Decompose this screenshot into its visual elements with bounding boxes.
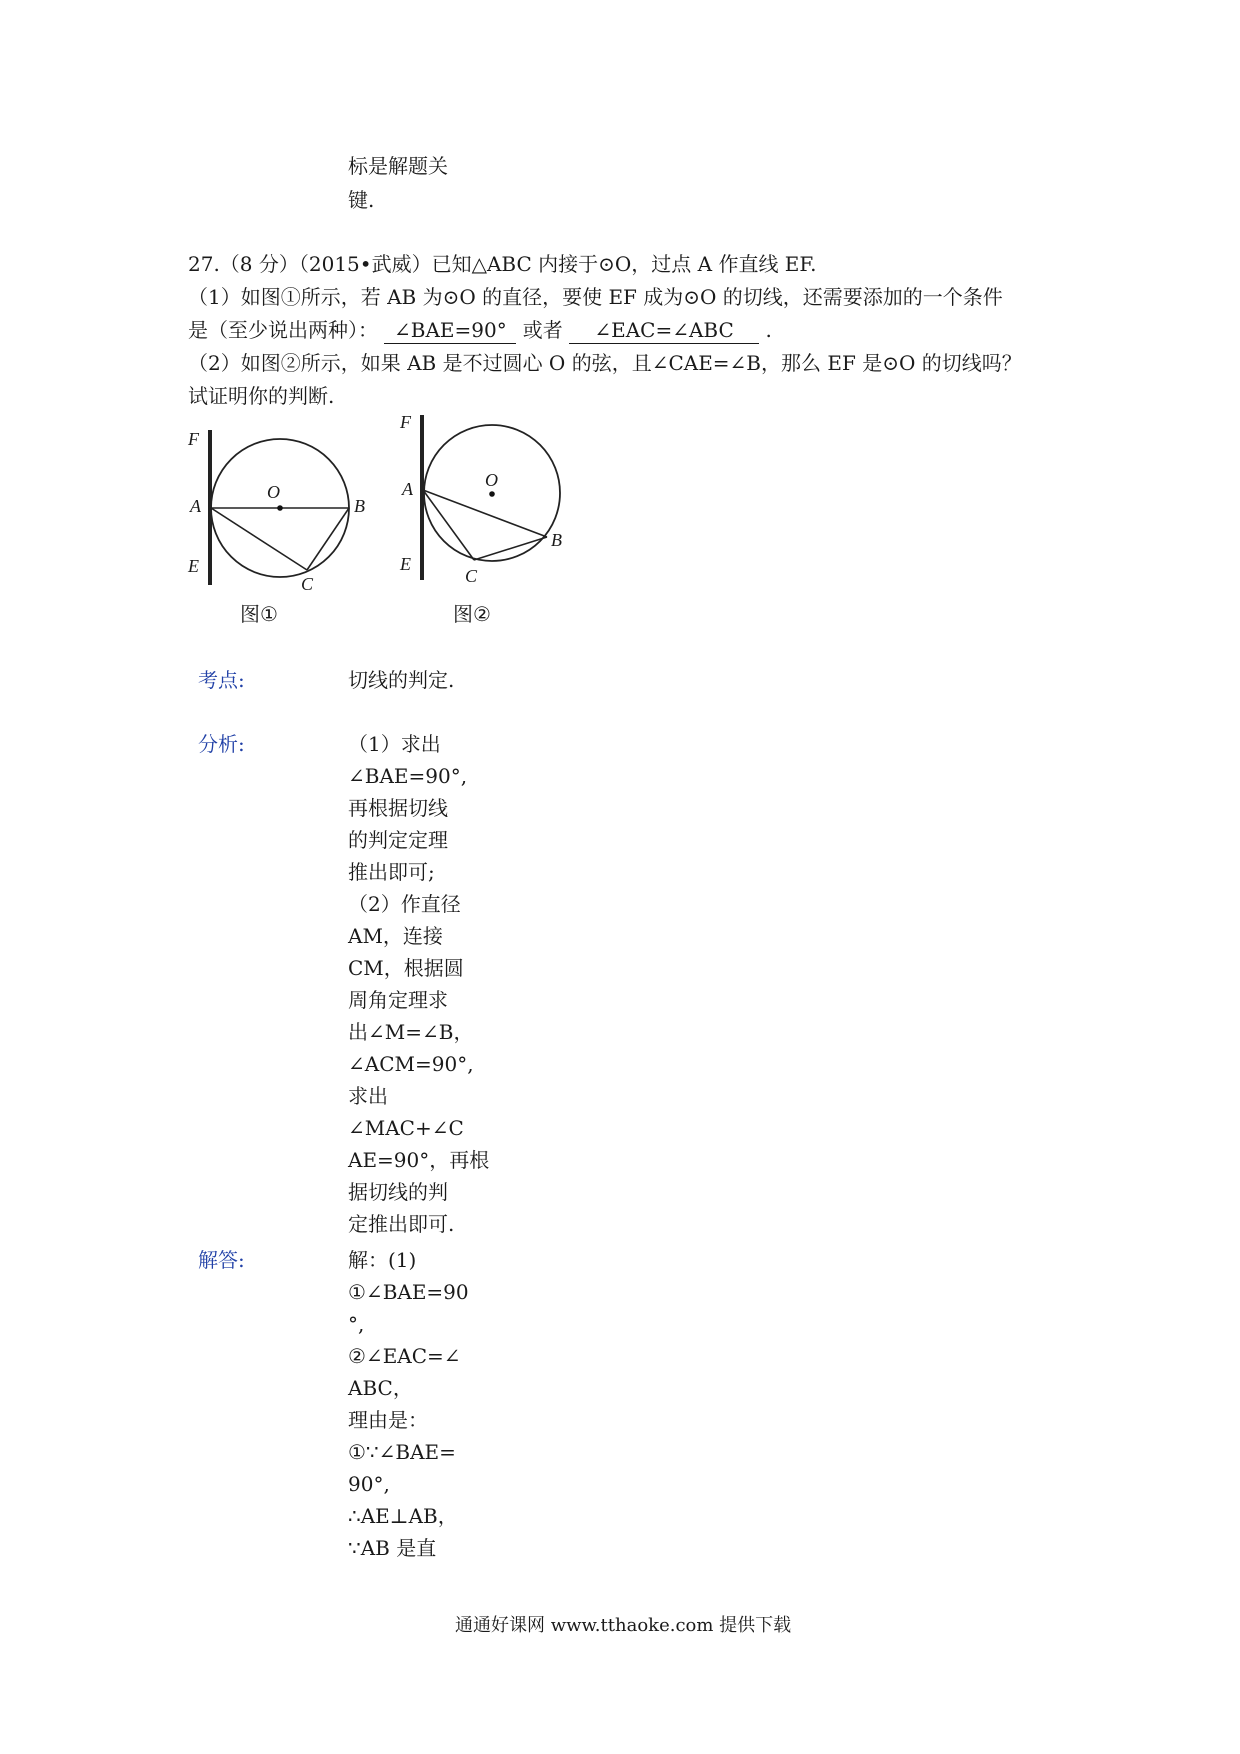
fig1-chord-ac bbox=[211, 508, 307, 570]
fenxi-line: 求出 bbox=[348, 1084, 388, 1108]
fenxi-line: 定推出即可. bbox=[348, 1212, 455, 1236]
jieda-line: 90°, bbox=[348, 1472, 390, 1496]
top-fragment-line-2: 键. bbox=[348, 188, 375, 212]
problem-line-3-prefix: 是（至少说出两种）： bbox=[188, 318, 378, 342]
fenxi-line: AM，连接 bbox=[348, 924, 443, 948]
fenxi-line: 再根据切线 bbox=[348, 796, 448, 820]
fenxi-line: 据切线的判 bbox=[348, 1180, 448, 1204]
answer-blank-1: ∠BAE=90° bbox=[384, 317, 516, 344]
fenxi-line: （2）作直径 bbox=[348, 892, 461, 916]
page-footer: 通通好课网 www.tthaoke.com 提供下载 bbox=[455, 1615, 792, 1636]
fenxi-line: CM，根据圆 bbox=[348, 956, 464, 980]
fig2-label-c: C bbox=[465, 566, 478, 586]
fig1-chord-bc bbox=[307, 508, 349, 570]
jieda-line: ABC， bbox=[348, 1376, 413, 1400]
fenxi-line: 推出即可; bbox=[348, 860, 435, 884]
figure-1 bbox=[180, 420, 380, 600]
fig2-label-e: E bbox=[400, 554, 411, 574]
problem-line-3 bbox=[188, 314, 772, 346]
fenxi-line: 出∠M=∠B， bbox=[348, 1020, 474, 1044]
figure-2 bbox=[395, 410, 585, 595]
top-fragment-line-1: 标是解题关 bbox=[348, 154, 448, 178]
problem-line-4: （2）如图②所示，如果 AB 是不过圆心 O 的弦，且∠CAE=∠B，那么 EF 是⊙O 的切线吗？ bbox=[188, 351, 1022, 375]
jieda-line: ∵AB 是直 bbox=[348, 1536, 437, 1560]
fenxi-label: 分析: bbox=[198, 732, 245, 756]
figure-2-caption: 图② bbox=[453, 602, 491, 626]
jieda-line: ②∠EAC=∠ bbox=[348, 1344, 461, 1368]
fenxi-line: ∠BAE=90°, bbox=[348, 764, 468, 788]
problem-line-2: （1）如图①所示，若 AB 为⊙O 的直径，要使 EF 成为⊙O 的切线，还需要添加的一个条件 bbox=[188, 285, 1003, 309]
fenxi-line: （1）求出 bbox=[348, 732, 441, 756]
jieda-label: 解答: bbox=[198, 1248, 245, 1272]
fig2-center-point bbox=[489, 491, 495, 497]
figure-1-caption: 图① bbox=[240, 602, 278, 626]
fig1-label-c: C bbox=[301, 574, 314, 594]
fig2-label-o: O bbox=[485, 470, 498, 490]
fenxi-line: 周角定理求 bbox=[348, 988, 448, 1012]
jieda-line: ①∵∠BAE= bbox=[348, 1440, 456, 1464]
fig1-label-a: A bbox=[190, 496, 201, 516]
fig1-label-b: B bbox=[354, 496, 365, 516]
jieda-line: 解：(1) bbox=[348, 1248, 417, 1272]
problem-line-3-middle: 或者 bbox=[522, 318, 563, 342]
fenxi-line: ∠MAC+∠C bbox=[348, 1116, 464, 1140]
jieda-line: ①∠BAE=90 bbox=[348, 1280, 469, 1304]
fig2-chord-bc bbox=[474, 537, 547, 560]
kaodian-label: 考点: bbox=[198, 668, 245, 692]
problem-line-3-suffix: . bbox=[765, 318, 772, 342]
fenxi-line: ∠ACM=90°, bbox=[348, 1052, 474, 1076]
fenxi-line: 的判定定理 bbox=[348, 828, 448, 852]
answer-blank-2: ∠EAC=∠ABC bbox=[569, 317, 759, 344]
problem-line-5: 试证明你的判断. bbox=[188, 384, 335, 408]
problem-line-1: 27.（8 分）（2015•武威）已知△ABC 内接于⊙O，过点 A 作直线 EF. bbox=[188, 252, 817, 276]
kaodian-content: 切线的判定. bbox=[348, 668, 455, 692]
jieda-line: °, bbox=[348, 1312, 365, 1336]
jieda-line: ∴AE⊥AB， bbox=[348, 1504, 458, 1528]
fig2-label-b: B bbox=[551, 530, 562, 550]
fig1-label-f: F bbox=[188, 429, 199, 449]
fig2-chord-ab bbox=[423, 490, 547, 537]
fig1-center-point bbox=[277, 505, 283, 511]
fig1-label-o: O bbox=[267, 482, 280, 502]
fig2-label-f: F bbox=[400, 412, 411, 432]
jieda-line: 理由是： bbox=[348, 1408, 428, 1432]
fig2-label-a: A bbox=[402, 479, 413, 499]
fenxi-line: AE=90°，再根 bbox=[348, 1148, 490, 1172]
fig1-label-e: E bbox=[188, 556, 199, 576]
